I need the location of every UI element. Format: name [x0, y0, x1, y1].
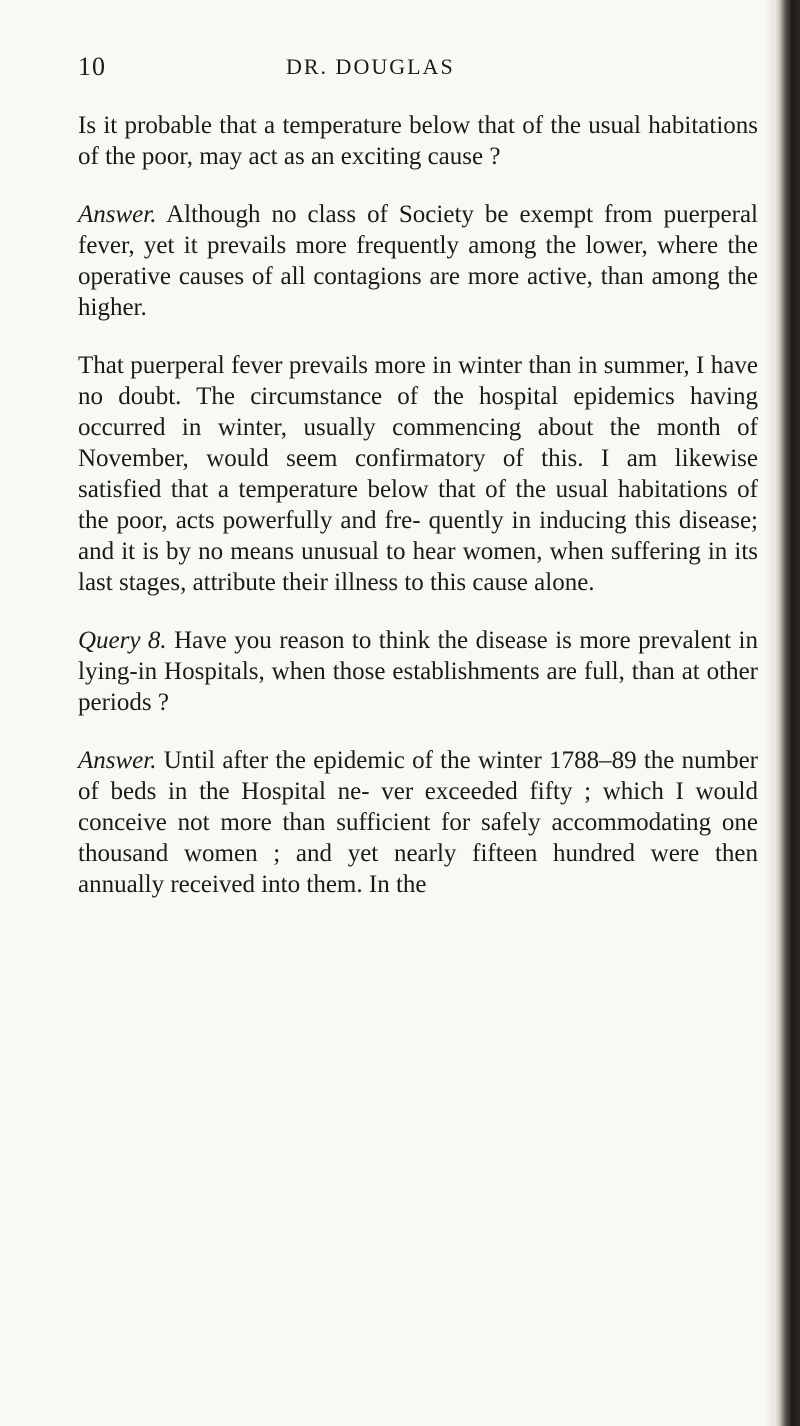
running-head: DR. DOUGLAS — [286, 54, 455, 79]
paragraph-winter — [78, 350, 758, 598]
book-edge — [774, 0, 800, 1426]
paragraph-text: Is it probable that a temperature below that of the usual habitations of the poor, may act as an exciting cause ? — [78, 112, 758, 170]
paragraph-text: Until after the epidemic of the winter 1788–89 the number of beds in the Hospital ne- ver exceeded fifty ; which I would conceive not more than sufficient for safely accommodating one thousand women ; and yet nearly fifteen hundred were then annually received into them. In the — [78, 747, 758, 898]
page-number: 10 — [78, 52, 106, 81]
paragraph-text: Although no class of Society be exempt from puerperal fever, yet it prevails more frequently among the lower, where the operative causes of all contagions are more active, than among the higher. — [78, 201, 758, 321]
paragraph-query-8 — [78, 625, 758, 718]
paragraph-answer — [78, 199, 758, 323]
page-header — [78, 52, 758, 86]
paragraph-question — [78, 110, 758, 172]
body-text — [78, 110, 758, 927]
paragraph-text: That puerperal fever prevails more in winter than in summer, I have no doubt. The circumstance of the hospital epidemics having occurred in winter, usually commencing about the month of November, would seem confirmatory of this. I am likewise satisfied that a temperature below that of the usual habitations of the poor, acts powerfully and fre- quently in inducing this disease; and it is by no means unusual to hear women, when suffering in its last stages, attribute their illness to this cause alone. — [78, 352, 758, 596]
paragraph-answer-beds — [78, 745, 758, 900]
paragraph-lead: Query 8. — [78, 627, 167, 654]
paragraph-lead: Answer. — [78, 201, 157, 228]
paragraph-text: Have you reason to think the disease is more prevalent in lying-in Hospitals, when those establishments are full, than at other periods ? — [78, 627, 758, 716]
page-gutter-shadow — [764, 0, 774, 1426]
paragraph-lead: Answer. — [78, 747, 157, 774]
